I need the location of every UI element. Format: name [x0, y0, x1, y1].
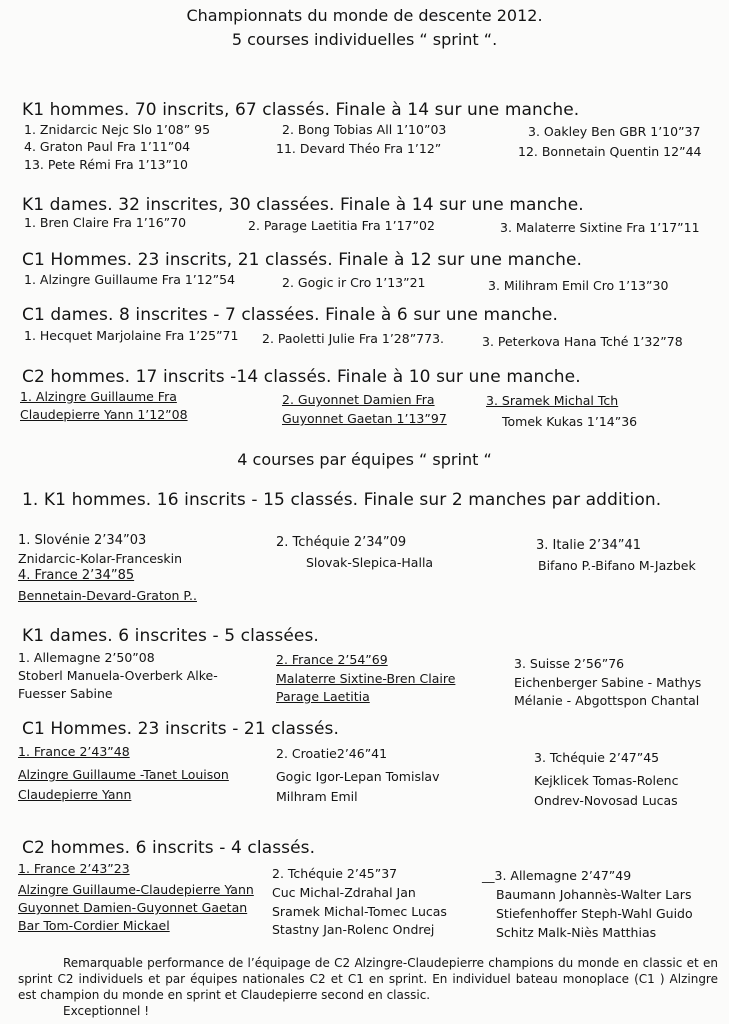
k1-men-heading: K1 hommes. 70 inscrits, 67 classés. Finale à 14 sur une manche.	[22, 100, 580, 120]
result-row: 1. France 2’43”23	[18, 861, 130, 876]
result-row: 2. Bong Tobias All 1’10”03	[282, 122, 447, 137]
c1-women-heading: C1 dames. 8 inscrites - 7 classées. Finale à 6 sur une manche.	[22, 305, 558, 325]
result-row: 3. Italie 2’34”41	[536, 538, 642, 553]
result-row: 2. Croatie2’46”41	[276, 746, 388, 761]
team-c1-men-heading: C1 Hommes. 23 inscrits - 21 classés.	[22, 719, 339, 739]
result-row: Ondrev-Novosad Lucas	[534, 793, 678, 808]
result-row: Baumann Johannès-Walter Lars	[496, 887, 692, 902]
result-row: Alzingre Guillaume -Tanet Louison	[18, 767, 229, 782]
result-row: 1. Allemagne 2’50”08	[18, 650, 155, 665]
team-k1-men-heading: 1. K1 hommes. 16 inscrits - 15 classés. Finale sur 2 manches par addition.	[22, 490, 662, 510]
result-row: Bifano P.-Bifano M-Jazbek	[538, 558, 696, 573]
result-row: 2. Tchéquie 2’34”09	[276, 535, 407, 550]
result-row: Claudepierre Yann	[18, 787, 132, 802]
result-row: Mélanie - Abgottspon Chantal	[514, 693, 700, 708]
c1-men-heading: C1 Hommes. 23 inscrits, 21 classés. Finale à 12 sur une manche.	[22, 250, 583, 270]
team-k1-women-heading: K1 dames. 6 inscrites - 5 classées.	[22, 626, 319, 646]
result-row: Cuc Michal-Zdrahal Jan	[272, 885, 416, 900]
result-row: __3. Allemagne 2’47”49	[482, 868, 632, 883]
result-row: Stastny Jan-Rolenc Ondrej	[272, 922, 435, 937]
result-row: 12. Bonnetain Quentin 12”44	[518, 144, 702, 159]
result-row: 1. Alzingre Guillaume Fra 1’12”54	[24, 272, 236, 287]
result-row: Stoberl Manuela-Overberk Alke-	[18, 668, 218, 683]
result-row: 1. Alzingre Guillaume Fra	[20, 389, 177, 404]
result-row: Gogic Igor-Lepan Tomislav	[276, 769, 440, 784]
result-row: Bennetain-Devard-Graton P..	[18, 588, 197, 603]
result-row: 1. Znidarcic Nejc Slo 1’08” 95	[24, 122, 211, 137]
result-row: 4. France 2’34”85	[18, 568, 135, 583]
result-row: 1. Bren Claire Fra 1’16”70	[24, 215, 187, 230]
result-row: Guyonnet Gaetan 1’13”97	[282, 411, 447, 426]
team-c2-men-heading: C2 hommes. 6 inscrits - 4 classés.	[22, 838, 316, 858]
result-row: Eichenberger Sabine - Mathys	[514, 675, 702, 690]
result-row: Kejklicek Tomas-Rolenc	[534, 773, 679, 788]
result-row: 3. Peterkova Hana Tché 1’32”78	[482, 334, 683, 349]
result-row: 2. France 2’54”69	[276, 652, 388, 667]
c2-men-heading: C2 hommes. 17 inscrits -14 classés. Finale à 10 sur une manche.	[22, 367, 581, 387]
result-row: 3. Malaterre Sixtine Fra 1’17”11	[500, 220, 700, 235]
result-row: Slovak-Slepica-Halla	[306, 555, 434, 570]
closing-remark	[18, 955, 718, 1019]
result-row: Claudepierre Yann 1’12”08	[20, 407, 188, 422]
result-row: Parage Laetitia	[276, 689, 370, 704]
remark-exclamation: Exceptionnel !	[63, 1004, 150, 1018]
page-subtitle: 5 courses individuelles “ sprint “.	[231, 30, 498, 49]
result-row: 11. Devard Théo Fra 1’12”	[276, 141, 442, 156]
result-row: Fuesser Sabine	[18, 686, 113, 701]
result-row: 3. Sramek Michal Tch	[486, 393, 619, 408]
result-row: 1. Slovénie 2’34”03	[18, 533, 147, 548]
result-row: 2. Tchéquie 2’45”37	[272, 866, 398, 881]
result-row: 4. Graton Paul Fra 1’11”04	[24, 139, 191, 154]
result-row: 3. Oakley Ben GBR 1’10”37	[528, 124, 701, 139]
result-row: Malaterre Sixtine-Bren Claire	[276, 671, 456, 686]
result-row: Stiefenhoffer Steph-Wahl Guido	[496, 906, 693, 921]
result-row: 3. Tchéquie 2’47”45	[534, 750, 660, 765]
result-row: Tomek Kukas 1’14”36	[502, 414, 638, 429]
result-row: Milhram Emil	[276, 789, 358, 804]
result-row: 3. Suisse 2’56”76	[514, 656, 625, 671]
result-row: Schitz Malk-Niès Matthias	[496, 925, 657, 940]
result-row: 2. Gogic ir Cro 1’13”21	[282, 275, 426, 290]
remark-text: Remarquable performance de l’équipage de C2 Alzingre-Claudepierre champions du monde en classic et en sprint C2 individuels et par équipes nationales C2 et C1 en sprint. En individuel bateau monoplace (C1 ) Alzingre est champion du monde en sprint et Claudepierre second en classic.	[18, 956, 718, 1002]
result-row: Alzingre Guillaume-Claudepierre Yann	[18, 882, 254, 897]
result-row: Guyonnet Damien-Guyonnet Gaetan	[18, 900, 248, 915]
result-row: 1. France 2’43”48	[18, 744, 130, 759]
result-row: Bar Tom-Cordier Mickael	[18, 918, 170, 933]
team-section-title: 4 courses par équipes “ sprint “	[237, 450, 492, 469]
page-title: Championnats du monde de descente 2012.	[186, 6, 543, 25]
result-row: 2. Parage Laetitia Fra 1’17”02	[248, 218, 435, 233]
result-row: Sramek Michal-Tomec Lucas	[272, 904, 447, 919]
result-row: 2. Paoletti Julie Fra 1’28”773.	[262, 331, 445, 346]
result-row: 2. Guyonnet Damien Fra	[282, 392, 435, 407]
result-row: 1. Hecquet Marjolaine Fra 1’25”71	[24, 328, 239, 343]
result-row: Znidarcic-Kolar-Franceskin	[18, 551, 183, 566]
result-row: 13. Pete Rémi Fra 1’13”10	[24, 157, 188, 172]
result-row: 3. Milihram Emil Cro 1’13”30	[488, 278, 669, 293]
k1-women-heading: K1 dames. 32 inscrites, 30 classées. Finale à 14 sur une manche.	[22, 195, 584, 215]
